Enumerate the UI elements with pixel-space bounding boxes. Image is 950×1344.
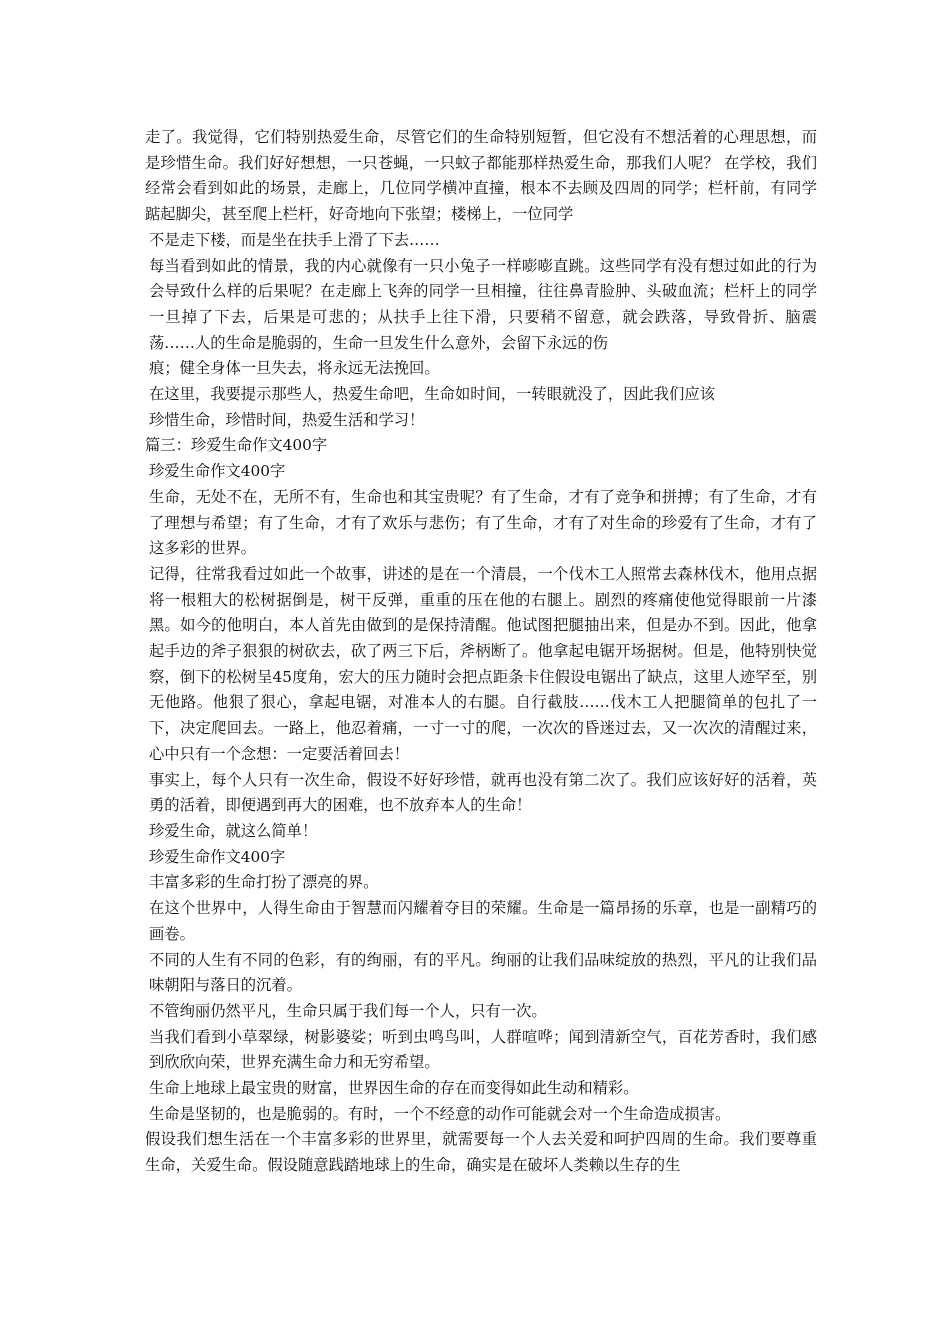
paragraph-9: 生命，无处不在，无所不有，生命也和其宝贵呢？有了生命，才有了竞争和拼搏；有了生命，才有了理想与希望；有了生命，才有了欢乐与悲伤；有了生命，才有了对生命的珍爱有了生命，才有了这多彩的世界。 (149, 487, 817, 558)
paragraph-11: 事实上，每个人只有一次生命，假设不好好珍惜，就再也没有第二次了。我们应该好好的活着，英勇的活着，即便遇到再大的困难，也不放弃本人的生命！ (149, 770, 817, 815)
essay-title: 珍爱生命作文400字 (149, 462, 286, 481)
paragraph-15: 在这个世界中，人得生命由于智慧而闪耀着夺目的荣耀。生命是一篇昂扬的乐章，也是一副精巧的画卷。 (149, 899, 817, 943)
paragraph-3: 每当看到如此的情景，我的内心就像有一只小兔子一样嘭嘭直跳。这些同学有没有想过如此的行为会导致什么样的后果呢？在走廊上飞奔的同学一旦相撞，往往鼻青脸肿、头破血流；栏杆上的同学一旦掉了下去，后果是可悲的；从扶手上往下滑，只要稍不留意，就会跌落，导致骨折、脑震荡……人的生命是脆弱的，生命一旦发生什么意外，会留下永远的伤 (149, 256, 817, 352)
paragraph-20: 生命是坚韧的，也是脆弱的。有时，一个不经意的动作可能就会对一个生命造成损害。 (149, 1104, 731, 1123)
paragraph-2: 不是走下楼，而是坐在扶手上滑了下去…… (149, 230, 440, 249)
paragraph-1: 走了。我觉得，它们特别热爱生命，尽管它们的生命特别短暂，但它没有不想活着的心理思想，而是珍惜生命。我们好好想想，一只苍蝇，一只蚊子都能那样热爱生命，那我们人呢？ 在学校，我们经常会看到如此的场景，走廊上，几位同学横冲直撞，根本不去顾及四周的同学；栏杆前，有同学踮起脚尖，甚至爬上栏杆，好奇地向下张望；楼梯上，一位同学 (145, 128, 817, 224)
paragraph-17: 不管绚丽仍然平凡，生命只属于我们每一个人，只有一次。 (149, 1001, 547, 1020)
paragraph-5: 在这里，我要提示那些人，热爱生命吧，生命如时间，一转眼就没了，因此我们应该 (149, 385, 715, 404)
paragraph-16: 不同的人生有不同的色彩，有的绚丽，有的平凡。绚丽的让我们品味绽放的热烈，平凡的让我们品味朝阳与落日的沉着。 (149, 950, 817, 995)
section-heading: 篇三：珍爱生命作文400字 (145, 436, 328, 455)
paragraph-4: 痕；健全身体一旦失去，将永远无法挽回。 (149, 359, 440, 378)
paragraph-10: 记得，往常我看过如此一个故事，讲述的是在一个清晨，一个伐木工人照常去森林伐木，他用点据将一根粗大的松树据倒是，树干反弹，重重的压在他的右腿上。剧烈的疼痛使他觉得眼前一片漆黑。如今的他明白，本人首先由做到的是保持清醒。他试图把腿抽出来，但是办不到。因此，他拿起手边的斧子狠狠的树砍去，砍了两三下后，斧柄断了。他拿起电锯开场据树。但是，他特别快觉察，倒下的松树呈45度角，宏大的压力随时会把点距条卡住假设电锯出了缺点，这里人迹罕至，别无他路。他狠了狠心，拿起电锯，对准本人的右腿。自行截肢……伐木工人把腿简单的包扎了一下，决定爬回去。一路上，他忍着痛，一寸一寸的爬，一次次的昏迷过去，又一次次的清醒过来，心中只有一个念想：一定要活着回去！ (149, 564, 817, 763)
paragraph-18: 当我们看到小草翠绿，树影婆娑；听到虫鸣鸟叫，人群喧哗；闻到清新空气，百花芳香时，我们感到欣欣向荣，世界充满生命力和无穷希望。 (149, 1027, 817, 1072)
paragraph-21: 假设我们想生活在一个丰富多彩的世界里，就需要每一个人去关爱和呵护四周的生命。我们要尊重生命，关爱生命。假设随意践踏地球上的生命，确实是在破坏人类赖以生存的生 (145, 1130, 817, 1175)
paragraph-6: 珍惜生命，珍惜时间，热爱生活和学习！ (149, 410, 425, 429)
document-page (145, 125, 817, 1179)
paragraph-19: 生命上地球上最宝贵的财富，世界因生命的存在而变得如此生动和精彩。 (149, 1079, 639, 1098)
essay-title: 珍爱生命作文400字 (149, 847, 286, 866)
paragraph-14: 丰富多彩的生命打扮了漂亮的界。 (149, 873, 379, 892)
paragraph-12: 珍爱生命，就这么简单！ (149, 821, 318, 840)
